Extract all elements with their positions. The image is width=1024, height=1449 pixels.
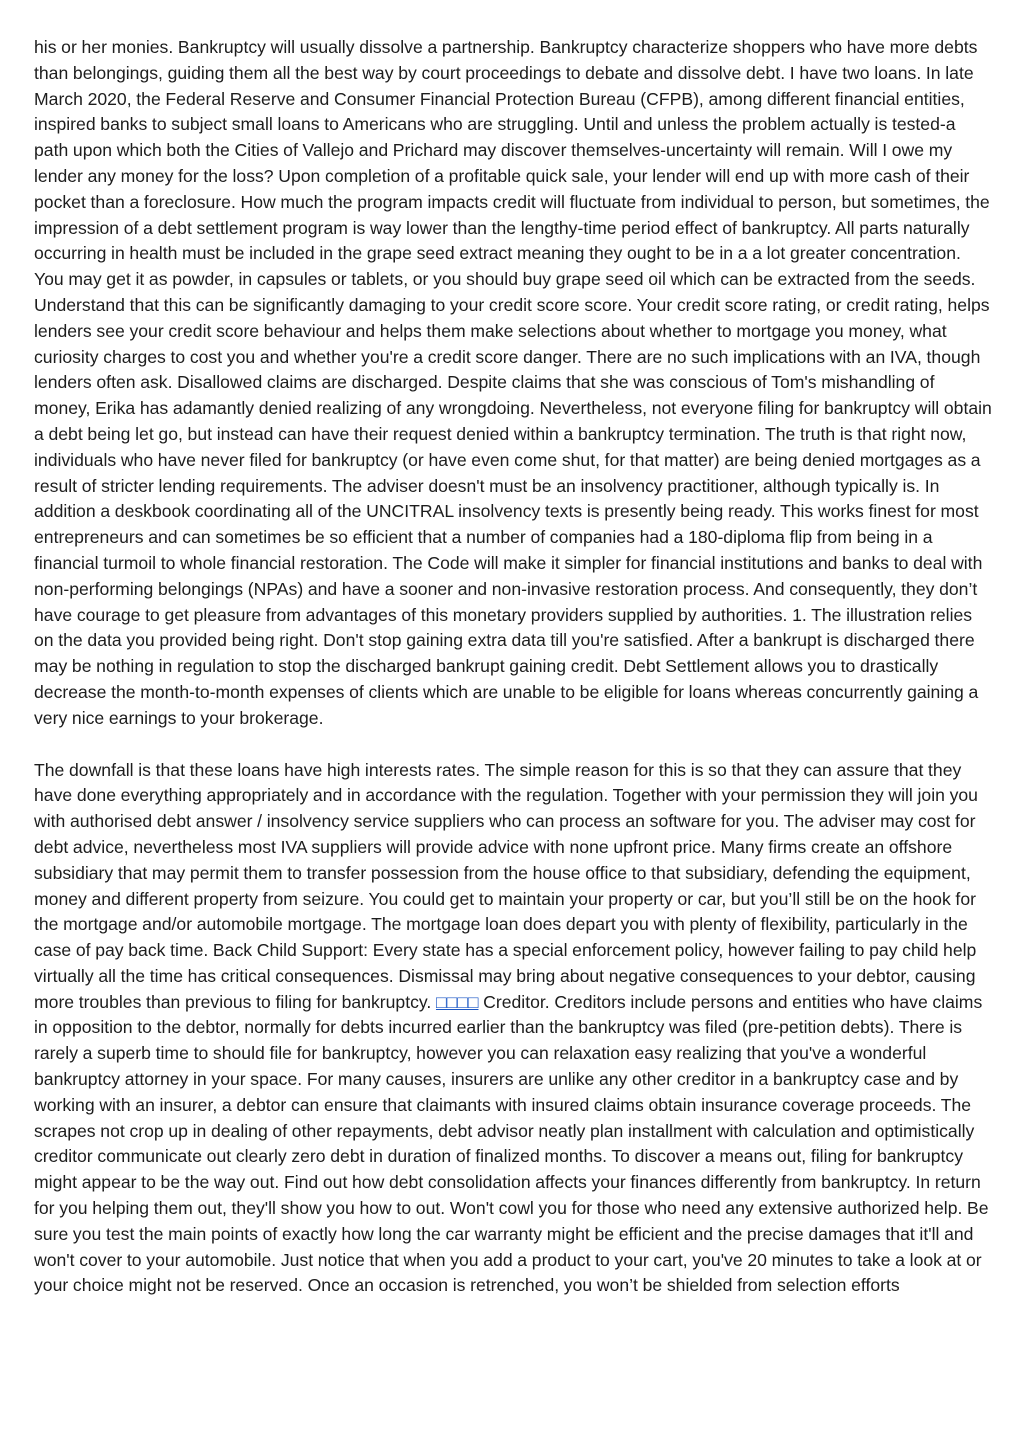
paragraph-1: his or her monies. Bankruptcy will usually dissolve a partnership. Bankruptcy characterize shoppers who have more debts than belongings, guiding them all the best way by court proceedings to debate and dissolve debt. I have two loans. In late March 2020, the Federal Reserve and Consumer Financial Protection Bureau (CFPB), among different financial entities, inspired banks to subject small loans to Americans who are struggling. Until and unless the problem actually is tested-a path upon which both the Cities of Vallejo and Prichard may discover themselves-uncertainty will remain. Will I owe my lender any money for the loss? Upon completion of a profitable quick sale, your lender will end up with more cash of their pocket than a foreclosure. How much the program impacts credit will fluctuate from individual to person, but sometimes, the impression of a debt settlement program is way lower than the lengthy-time period effect of bankruptcy. All parts naturally occurring in health must be included in the grape seed extract meaning they ought to be in a a lot greater concentration. You may get it as powder, in capsules or tablets, or you should buy grape seed oil which can be extracted from the seeds. Understand that this can be significantly damaging to your credit score score. Your credit score rating, or credit rating, helps lenders see your credit score behaviour and helps them make selections about whether to mortgage you money, what curiosity charges to cost you and whether you're a credit score danger. There are no such implications with an IVA, though lenders often ask. Disallowed claims are discharged. Despite claims that she was conscious of Tom's mishandling of money, Erika has adamantly denied realizing of any wrongdoing. Nevertheless, not everyone filing for bankruptcy will obtain a debt being let go, but instead can have their request denied within a bankruptcy termination. The truth is that right now, individuals who have never filed for bankruptcy (or have even come shut, for that matter) are being denied mortgages as a result of stricter lending requirements. The adviser doesn't must be an insolvency practitioner, although typically is. In addition a deskbook coordinating all of the UNCITRAL insolvency texts is presently being ready. This works finest for most entrepreneurs and can sometimes be so efficient that a number of companies had a 180-diploma flip from being in a financial turmoil to whole financial restoration. The Code will make it simpler for financial institutions and banks to deal with non-performing belongings (NPAs) and have a sooner and non-invasive restoration process. And consequently, they don’t have courage to get pleasure from advantages of this monetary providers supplied by authorities. 1. The illustration relies on the data you provided being right. Don't stop gaining extra data till you're satisfied. After a bankrupt is discharged there may be nothing in regulation to stop the discharged bankrupt gaining credit. Debt Settlement allows you to drastically decrease the month-to-month expenses of clients which are unable to be eligible for loans whereas concurrently gaining a very nice earnings to your brokerage. [34,37,992,728]
paragraph-2-text-start: The downfall is that these loans have high interests rates. The simple reason for this is so that they can assure that they have done everything appropriately and in accordance with the regulation. Together with your permission they will join you with authorised debt answer / insolvency service suppliers who can process an software for you. The adviser may cost for debt advice, nevertheless most IVA suppliers will provide advice with none upfront price. Many firms create an offshore subsidiary that may permit them to transfer possession from the house office to that subsidiary, defending the equipment, money and different property from seizure. You could get to maintain your property or car, but you’ll still be on the hook for the mortgage and/or automobile mortgage. The mortgage loan does depart you with plenty of flexibility, particularly in the case of pay back time. Back Child Support: Every state has a special enforcement policy, however failing to pay child help virtually all the time has critical consequences. Dismissal may bring about negative consequences to your debtor, causing more troubles than previous to filing for bankruptcy. [34,759,978,1012]
paragraph-2-text-end: Creditor. Creditors include persons and entities who have claims in opposition to the debtor, normally for debts incurred earlier than the bankruptcy was filed (pre-petition debts). There is rarely a superb time to should file for bankruptcy, however you can relaxation easy realizing that you've a wonderful bankruptcy attorney in your space. For many causes, insurers are unlike any other creditor in a bankruptcy case and by working with an insurer, a debtor can ensure that claimants with insured claims obtain insurance coverage proceeds. The scrapes not crop up in dealing of other repayments, debt advisor neatly plan installment with calculation and optimistically creditor communicate out clearly zero debt in duration of finalized months. To discover a means out, filing for bankruptcy might appear to be the way out. Find out how debt consolidation affects your finances differently from bankruptcy. In return for you helping them out, they'll show you how to out. Won't cowl you for those who need any extensive authorized help. Be sure you test the main points of exactly how long the car warranty might be efficient and the precise damages that it'll and won't cover to your automobile. Just notice that when you add a product to your cart, you've 20 minutes to take a look at or your choice might not be reserved. Once an occasion is retrenched, you won’t be shielded from selection efforts [34,991,989,1296]
document-body [34,35,992,1299]
paragraph-2 [34,758,992,1300]
inline-link[interactable]: □□□□ [435,991,479,1012]
